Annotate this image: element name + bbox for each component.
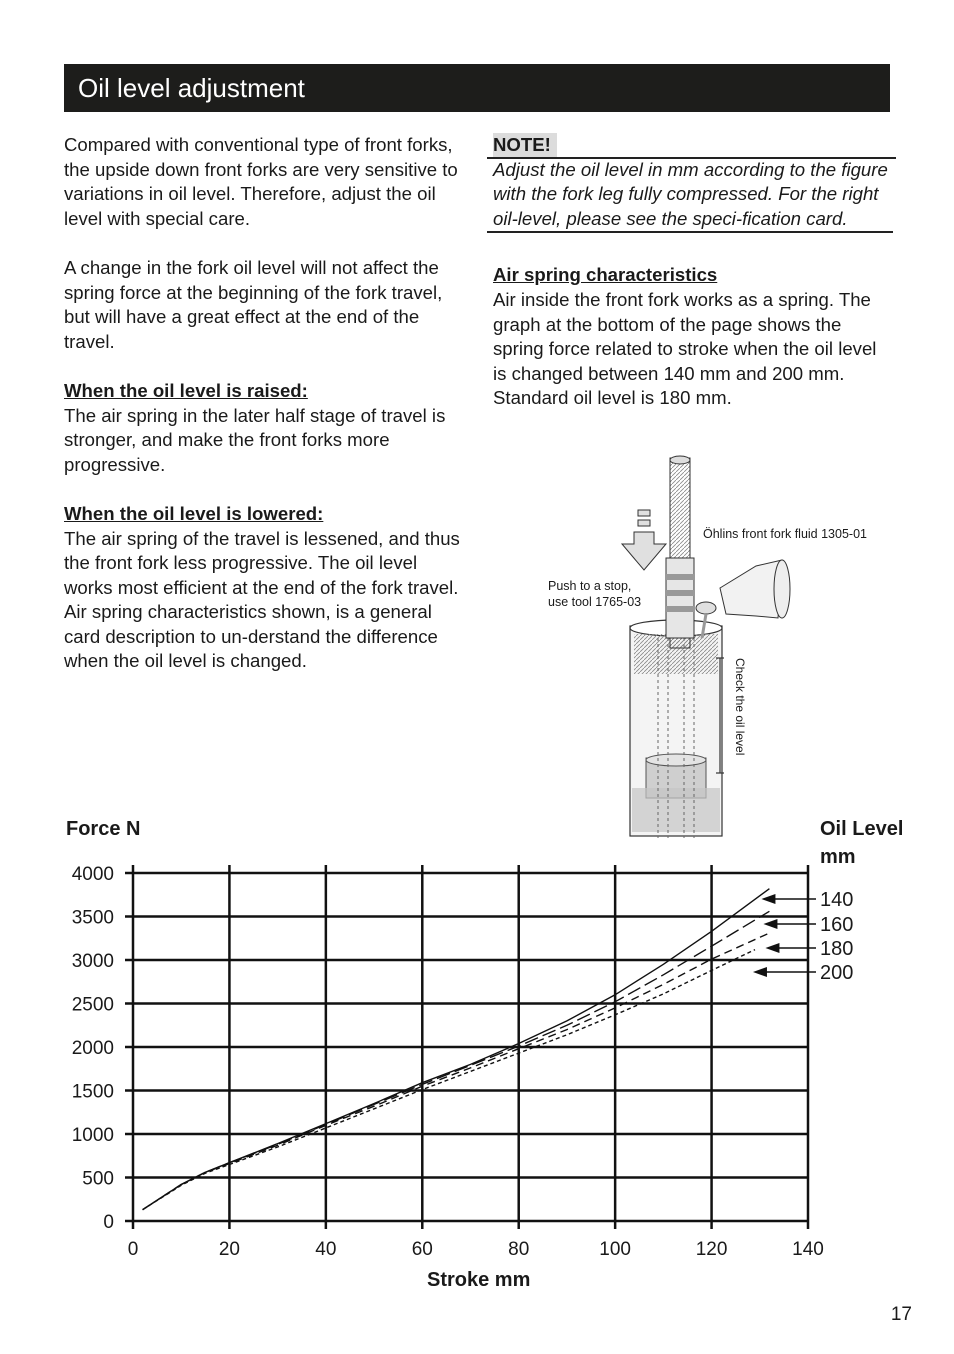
note-label: NOTE! [493, 133, 557, 158]
check-oil-level-label: Check the oil level [733, 658, 747, 756]
y-tick-label: 500 [82, 1168, 114, 1190]
intro-paragraph: Compared with conventional type of front forks, the upside down front forks are very sensitive to variations in oil level. Therefore, adjust the oil level with special care. [64, 134, 458, 229]
fluid-label: Öhlins front fork fluid 1305-01 [703, 527, 867, 541]
y-tick-label: 2000 [71, 1038, 114, 1059]
y-tick-label: 4000 [71, 864, 114, 885]
page-title: Oil level adjustment [78, 73, 305, 103]
y-tick-label: 1000 [71, 1125, 114, 1146]
y-tick-label: 3500 [71, 907, 114, 929]
series-line-200 [143, 950, 755, 1210]
x-tick-label: 40 [315, 1239, 337, 1260]
y-tick-label: 2500 [71, 994, 114, 1016]
legend-label-160: 160 [820, 914, 854, 936]
x-tick-label: 60 [411, 1239, 433, 1260]
legend-arrowhead-200 [753, 967, 767, 977]
legend-title-line1: Oil Level [820, 818, 904, 840]
oil-level-effect-paragraph: A change in the fork oil level will not affect the spring force at the beginning of the fork travel, but will have a great effect at the end of the travel. [64, 256, 443, 352]
y-tick-label: 3000 [71, 951, 114, 972]
legend-label-140: 140 [820, 889, 854, 911]
x-tick-label: 140 [792, 1239, 824, 1260]
lowered-text: The air spring of the travel is lessened, and thus the front fork less progressive. The oil level works most efficient at the end of the fork travel. Air spring characteristics shown, is a general card description to un-derstand the difference when the oil level is changed. [64, 527, 460, 672]
legend-arrowhead-180 [765, 943, 779, 953]
push-label-line1: Push to a stop, [548, 579, 632, 593]
legend-arrowhead-160 [763, 919, 777, 929]
x-tick-label: 120 [695, 1239, 728, 1260]
legend-arrowhead-140 [761, 894, 775, 904]
raised-heading: When the oil level is raised: [64, 379, 308, 401]
push-label-line2: use tool 1765-03 [548, 595, 642, 609]
y-tick-label: 0 [103, 1212, 114, 1233]
x-tick-label: 80 [508, 1239, 530, 1260]
x-tick-label: 20 [218, 1239, 240, 1260]
raised-text: The air spring in the later half stage of travel is stronger, and make the front forks more progressive. [64, 404, 446, 475]
legend-label-200: 200 [820, 962, 854, 984]
air-spring-heading: Air spring characteristics [493, 264, 718, 286]
legend-title-line2: mm [820, 846, 856, 868]
x-tick-label: 0 [127, 1239, 139, 1260]
y-axis-title: Force N [66, 818, 141, 840]
legend-label-180: 180 [820, 938, 854, 960]
page-number: 17 [890, 1304, 912, 1325]
note-text: Adjust the oil level in mm according to the figure with the fork leg fully compressed. For the right oil-level, please see the speci-fication card. [493, 158, 888, 229]
y-tick-label: 1500 [71, 1081, 114, 1103]
air-spring-text: Air inside the front fork works as a spring. The graph at the bottom of the page shows the spring force related to stroke when the oil level is changed between 140 mm and 200 mm. Standard oil level is 180 mm. [493, 288, 877, 409]
x-tick-label: 100 [599, 1239, 631, 1260]
x-axis-title: Stroke mm [427, 1269, 531, 1291]
lowered-heading: When the oil level is lowered: [64, 502, 324, 524]
